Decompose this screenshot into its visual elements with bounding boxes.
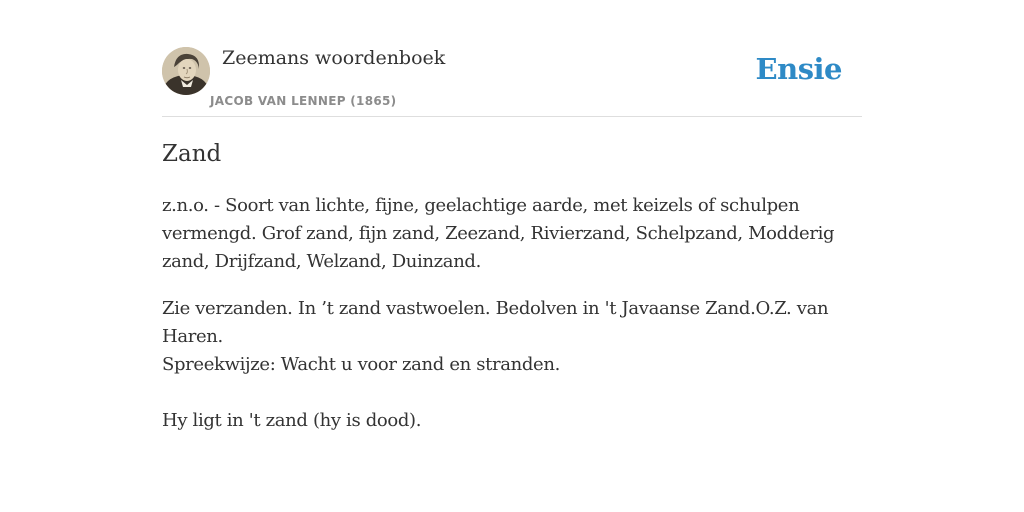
- entry-headword: Zand: [162, 141, 222, 167]
- ensie-logo[interactable]: Ensie: [755, 52, 842, 86]
- entry-definition-paragraph: z.n.o. - Soort van lichte, fijne, geelachtige aarde, met keizels of schulpen vermengd. Grof zand, fijn zand, Zeezand, Rivierzand, Schelpzand, Modderig zand, Drijfzand, Welzand, Duinzand.: [162, 195, 835, 272]
- entry-expression-paragraph: Hy ligt in 't zand (hy is dood).: [162, 410, 422, 431]
- entry-saying-paragraph: Spreekwijze: Wacht u voor zand en stranden.: [162, 354, 560, 375]
- entry-reference-paragraph: Zie verzanden. In ’t zand vastwoelen. Bedolven in 't Javaanse Zand.O.Z. van Haren.: [162, 298, 829, 347]
- entry-header: [162, 0, 862, 117]
- book-title[interactable]: Zeemans woordenboek: [222, 47, 446, 69]
- author-portrait-icon[interactable]: [162, 47, 210, 95]
- dictionary-entry-card: [162, 0, 862, 512]
- book-author: JACOB VAN LENNEP (1865): [210, 94, 397, 108]
